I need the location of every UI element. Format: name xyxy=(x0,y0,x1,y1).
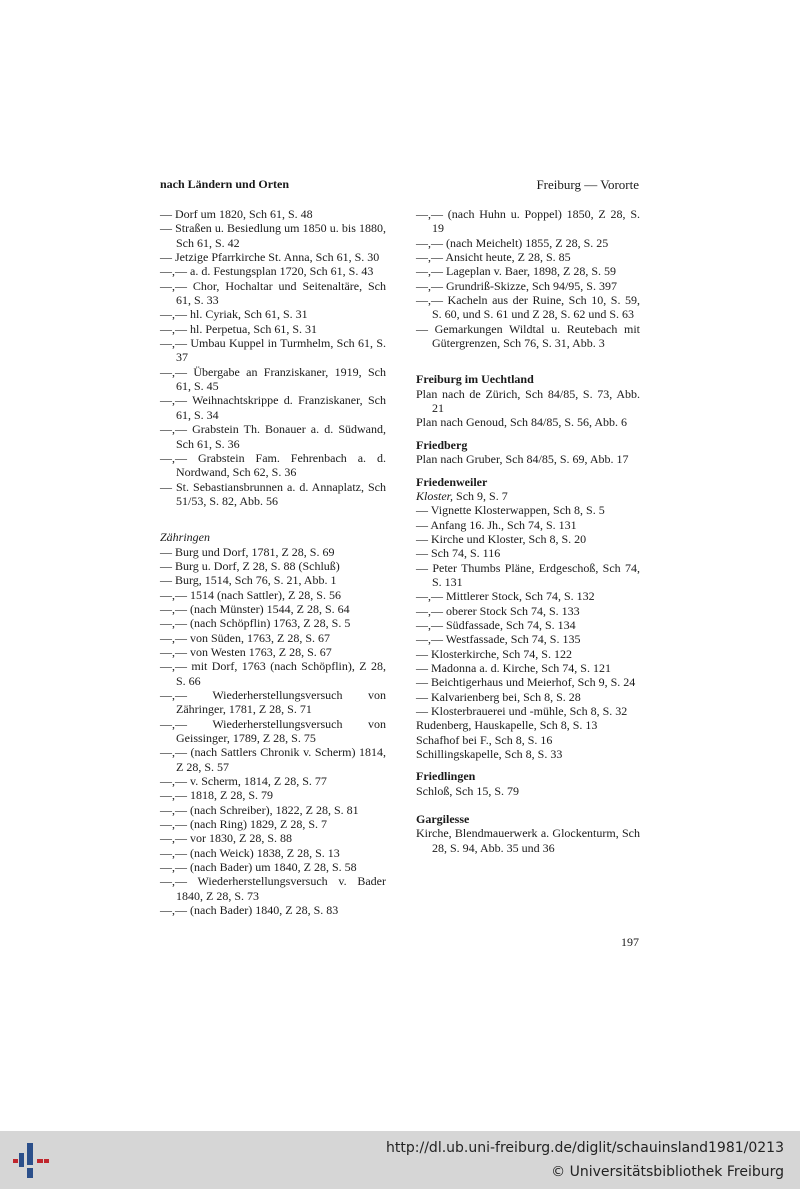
left-entries-a xyxy=(160,207,386,508)
index-entry: —,— a. d. Festungsplan 1720, Sch 61, S. 43 xyxy=(160,264,374,279)
section-title-gargilesse: Gargilesse xyxy=(416,812,470,827)
running-header-right: Freiburg — Vororte xyxy=(536,177,639,192)
section-title-friedberg: Friedberg xyxy=(416,437,468,452)
index-entry: Schillingskapelle, Sch 8, S. 33 xyxy=(416,747,563,762)
index-entry: Plan nach Genoud, Sch 84/85, S. 56, Abb. 6 xyxy=(416,415,627,430)
index-entry: —,— (nach Sattlers Chronik v. Scherm) 1814, Z 28, S. 57 xyxy=(160,745,386,774)
index-entry: —,— Grabstein Fam. Fehrenbach a. d. Nordwand, Sch 62, S. 36 xyxy=(160,450,386,480)
index-entry: —,— 1818, Z 28, S. 79 xyxy=(160,788,274,803)
index-entry: —,— Wiederherstellungsversuch v. Bader 1840, Z 28, S. 73 xyxy=(160,874,386,903)
copyright-notice: © Universitätsbibliothek Freiburg xyxy=(551,1164,784,1180)
index-entry: Plan nach de Zürich, Sch 84/85, S. 73, Abb. 21 xyxy=(416,386,640,416)
index-entry: — Anfang 16. Jh., Sch 74, S. 131 xyxy=(416,517,577,532)
index-entry: Schafhof bei F., Sch 8, S. 16 xyxy=(416,732,553,747)
index-entry: Kirche, Blendmauerwerk a. Glockenturm, Sch 28, S. 94, Abb. 35 und 36 xyxy=(416,826,640,855)
index-entry: —,— von Westen 1763, Z 28, S. 67 xyxy=(160,644,332,659)
index-entry: —,— (nach Meichelt) 1855, Z 28, S. 25 xyxy=(416,235,609,250)
library-logo-icon xyxy=(13,1141,49,1181)
index-entry: —,— (nach Weick) 1838, Z 28, S. 13 xyxy=(160,845,340,860)
right-entries-a xyxy=(416,207,640,350)
index-entry: — Burg u. Dorf, Z 28, S. 88 (Schluß) xyxy=(160,558,340,573)
index-entry: —,— (nach Huhn u. Poppel) 1850, Z 28, S. 19 xyxy=(416,207,640,236)
index-entry: — Jetzige Pfarrkirche St. Anna, Sch 61, S. 30 xyxy=(160,250,380,265)
index-entry: —,— Südfassade, Sch 74, S. 134 xyxy=(416,617,576,632)
index-entry: Plan nach Gruber, Sch 84/85, S. 69, Abb. 17 xyxy=(416,452,629,467)
index-entry: —,— Chor, Hochaltar und Seitenaltäre, Sch 61, S. 33 xyxy=(160,278,386,308)
index-entry: —,— vor 1830, Z 28, S. 88 xyxy=(160,831,292,846)
index-entry: —,— Ansicht heute, Z 28, S. 85 xyxy=(416,250,571,265)
index-entry: — Dorf um 1820, Sch 61, S. 48 xyxy=(160,207,313,221)
permalink-url[interactable]: http://dl.ub.uni-freiburg.de/diglit/schauinsland1981/0213 xyxy=(386,1140,784,1156)
index-entry: — St. Sebastiansbrunnen a. d. Annaplatz, Sch 51/53, S. 82, Abb. 56 xyxy=(160,479,386,508)
index-entry: —,— mit Dorf, 1763 (nach Schöpflin), Z 28, S. 66 xyxy=(160,659,386,688)
index-entry: —,— hl. Cyriak, Sch 61, S. 31 xyxy=(160,307,308,322)
kloster-ref: Sch 9, S. 7 xyxy=(453,488,508,503)
left-column xyxy=(160,207,386,918)
page-number: 197 xyxy=(621,935,639,949)
index-entry: Schloß, Sch 15, S. 79 xyxy=(416,783,520,798)
index-entry: — Burg, 1514, Sch 76, S. 21, Abb. 1 xyxy=(160,573,337,588)
index-entry: —,— 1514 (nach Sattler), Z 28, S. 56 xyxy=(160,587,341,602)
index-entry: —,— (nach Bader) 1840, Z 28, S. 83 xyxy=(160,903,339,918)
index-entry: —,— Lageplan v. Baer, 1898, Z 28, S. 59 xyxy=(416,264,617,279)
index-entry: — Peter Thumbs Pläne, Erdgeschoß, Sch 74, S. 131 xyxy=(416,560,640,589)
index-entry: —,— v. Scherm, 1814, Z 28, S. 77 xyxy=(160,774,327,789)
index-entry: — Sch 74, S. 116 xyxy=(416,546,501,561)
index-entry: —,— hl. Perpetua, Sch 61, S. 31 xyxy=(160,321,317,336)
index-entry: —,— Wiederherstellungsversuch von Zähringer, 1781, Z 28, S. 71 xyxy=(160,688,386,717)
index-entry: Rudenberg, Hauskapelle, Sch 8, S. 13 xyxy=(416,718,598,733)
index-entry: —,— Übergabe an Franziskaner, 1919, Sch 61, S. 45 xyxy=(160,364,386,394)
index-entry: —,— Grundriß-Skizze, Sch 94/95, S. 397 xyxy=(416,278,617,293)
right-column xyxy=(416,207,640,855)
index-entry: — Straßen u. Besiedlung um 1850 u. bis 1880, Sch 61, S. 42 xyxy=(160,221,386,250)
kloster-line xyxy=(416,489,640,503)
index-entry: —,— (nach Schöpflin) 1763, Z 28, S. 5 xyxy=(160,616,351,631)
index-entry: —,— Kacheln aus der Ruine, Sch 10, S. 59, S. 60, und S. 61 und Z 28, S. 62 und S. 63 xyxy=(416,293,640,322)
section-title-friedenweiler: Friedenweiler xyxy=(416,474,488,489)
section-title-friedlingen: Friedlingen xyxy=(416,769,476,784)
index-entry: —,— Umbau Kuppel in Turmhelm, Sch 61, S. 37 xyxy=(160,336,386,365)
index-entry: — Kirche und Kloster, Sch 8, S. 20 xyxy=(416,531,587,546)
index-entry: — Beichtigerhaus und Meierhof, Sch 9, S. 24 xyxy=(416,675,636,690)
index-entry: —,— (nach Bader) um 1840, Z 28, S. 58 xyxy=(160,860,357,875)
index-entry: —,— Westfassade, Sch 74, S. 135 xyxy=(416,632,581,647)
index-entry: —,— oberer Stock Sch 74, S. 133 xyxy=(416,603,580,618)
index-entry: — Kalvarienberg bei, Sch 8, S. 28 xyxy=(416,689,581,704)
index-entry: — Klosterbrauerei und -mühle, Sch 8, S. 32 xyxy=(416,704,628,718)
index-entry: — Madonna a. d. Kirche, Sch 74, S. 121 xyxy=(416,660,611,675)
section-title-zaehringen: Zähringen xyxy=(160,530,211,545)
index-entry: — Gemarkungen Wildtal u. Reutebach mit Gütergrenzen, Sch 76, S. 31, Abb. 3 xyxy=(416,321,640,351)
index-entry: —,— Mittlerer Stock, Sch 74, S. 132 xyxy=(416,589,595,604)
index-entry: — Burg und Dorf, 1781, Z 28, S. 69 xyxy=(160,544,335,559)
index-entry: —,— Weihnachtskrippe d. Franziskaner, Sch 61, S. 34 xyxy=(160,393,386,422)
kloster-label: Kloster, xyxy=(416,488,454,503)
section-title-uechtland: Freiburg im Uechtland xyxy=(416,372,534,387)
index-entry: — Vignette Klosterwappen, Sch 8, S. 5 xyxy=(416,503,605,518)
left-entries-b xyxy=(160,545,386,918)
index-entry: —,— von Süden, 1763, Z 28, S. 67 xyxy=(160,630,331,645)
index-entry: —,— (nach Schreiber), 1822, Z 28, S. 81 xyxy=(160,802,359,817)
index-entry: —,— Wiederherstellungsversuch von Geissinger, 1789, Z 28, S. 75 xyxy=(160,716,386,746)
index-entry: — Klosterkirche, Sch 74, S. 122 xyxy=(416,646,572,661)
index-entry: —,— Grabstein Th. Bonauer a. d. Südwand, Sch 61, S. 36 xyxy=(160,422,386,451)
footer-bar xyxy=(0,1131,800,1189)
index-entry: —,— (nach Münster) 1544, Z 28, S. 64 xyxy=(160,601,350,616)
index-entry: —,— (nach Ring) 1829, Z 28, S. 7 xyxy=(160,817,327,832)
running-header-left: nach Ländern und Orten xyxy=(160,177,290,191)
